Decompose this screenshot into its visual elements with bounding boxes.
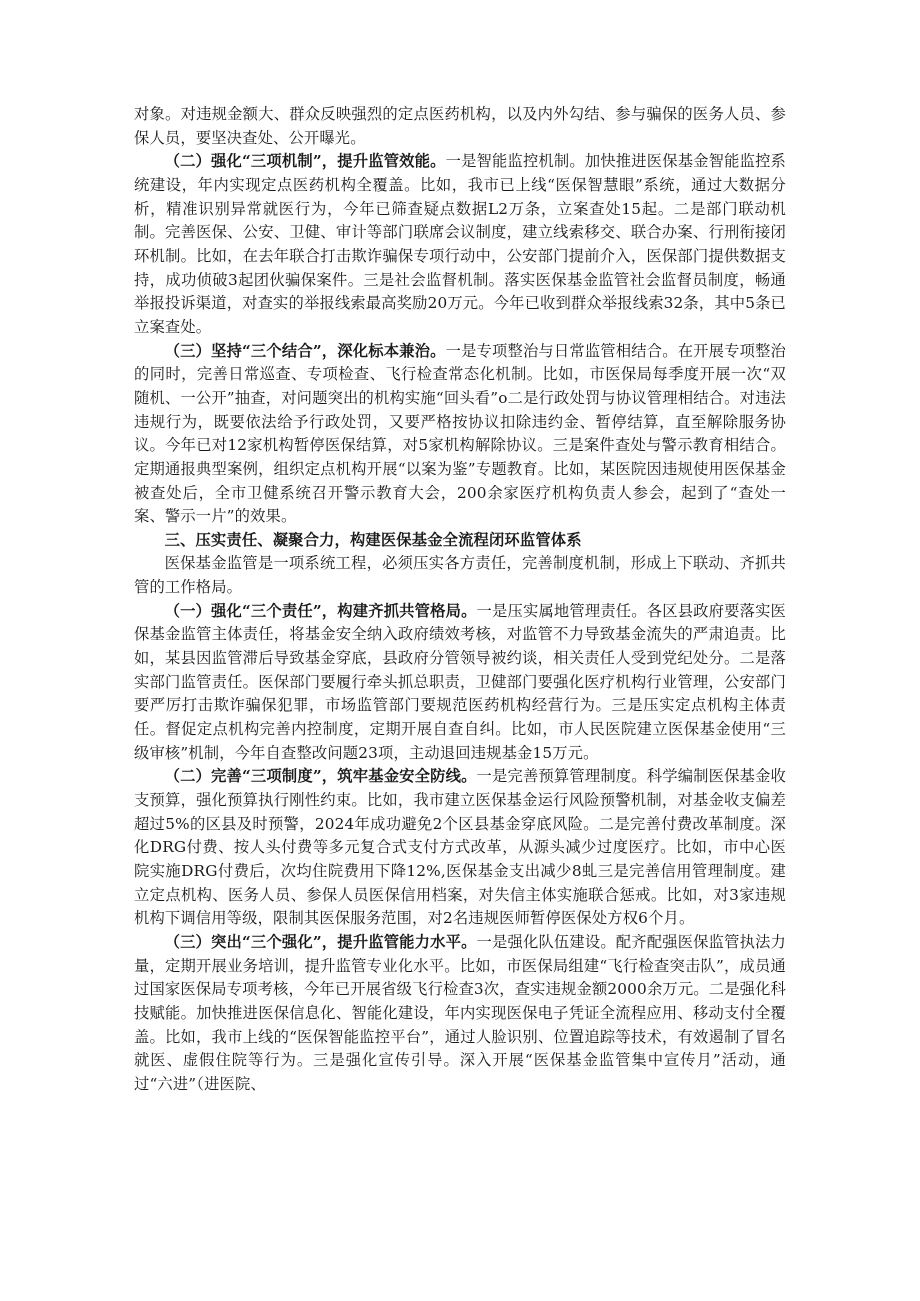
section-heading: 三、压实责任、凝聚合力，构建医保基金全流程闭环监管体系 xyxy=(164,530,582,549)
paragraph-lead: （二）完善“三项制度”，筑牢基金安全防线。 xyxy=(164,767,477,786)
paragraph-continuation xyxy=(134,103,786,150)
paragraph-combinations xyxy=(134,340,786,529)
paragraph-strengthening xyxy=(134,931,786,1097)
paragraph-systems xyxy=(134,765,786,931)
paragraph-mechanisms xyxy=(134,150,786,339)
paragraph-text: 一是智能监控机制。加快推进医保基金智能监控系统建设，年内实现定点医药机构全覆盖。比如，我市已上线“医保智慧眼”系统，通过大数据分析，精准识别异常就医行为，今年已筛查疑点数据L2万条，立案查处15起。二是部门联动机制。完善医保、公安、卫健、审计等部门联席会议制度，建立线索移交、联合办案、行刑衔接闭环机制。比如，在去年联合打击欺诈骗保专项行动中，公安部门提前介入，医保部门提供数据支持，成功侦破3起团伙骗保案件。三是社会监督机制。落实医保基金监管社会监督员制度，畅通举报投诉渠道，对查实的举报线索最高奖励20万元。今年已收到群众举报线索32条，其中5条已立案查处。 xyxy=(134,152,786,336)
document-page xyxy=(134,103,786,1097)
paragraph-text: 一是专项整治与日常监管相结合。在开展专项整治的同时，完善日常巡查、专项检查、飞行检查常态化机制。比如，市医保局每季度开展一次“双随机、一公开”抽查，对问题突出的机构实施“回头看”o二是行政处罚与协议管理相结合。对违法违规行为，既要依法给予行政处罚，又要严格按协议扣除违约金、暂停结算，直至解除服务协议。今年已对12家机构暂停医保结算，对5家机构解除协议。三是案件查处与警示教育相结合。定期通报典型案例，组织定点机构开展“以案为鉴”专题教育。比如，某医院因违规使用医保基金被查处后，全市卫健系统召开警示教育大会，200余家医疗机构负责人参会，起到了“查处一案、警示一片”的效果。 xyxy=(134,341,786,526)
paragraph-text: 一是强化队伍建设。配齐配强医保监管执法力量，定期开展业务培训，提升监管专业化水平。比如，市医保局组建“飞行检查突击队”，成员通过国家医保局专项考核，今年已开展省级飞行检查3次，查实违规金额2000余万元。二是强化科技赋能。加快推进医保信息化、智能化建设，年内实现医保电子凭证全流程应用、移动支付全覆盖。比如，我市上线的“医保智能监控平台”，通过人脸识别、位置追踪等技术，有效遏制了冒名就医、虚假住院等行为。三是强化宣传引导。深入开展“医保基金监管集中宣传月”活动，通过“六进”（进医院、 xyxy=(134,932,786,1093)
paragraph-lead: （三）突出“三个强化”，提升监管能力水平。 xyxy=(164,932,477,951)
paragraph-lead: （三）坚持“三个结合”，深化标本兼治。 xyxy=(164,341,446,360)
paragraph-intro xyxy=(134,552,786,599)
paragraph-responsibilities xyxy=(134,600,786,766)
paragraph-text: 一是完善预算管理制度。科学编制医保基金收支预算，强化预算执行刚性约束。比如，我市建立医保基金运行风险预警机制，对基金收支偏差超过5%的区县及时预警，2024年成功避免2个区县基金穿底风险。二是完善付费改革制度。深化DRG付费、按人头付费等多元复合式支付方式改革，从源头减少过度医疗。比如，市中心医院实施DRG付费后，次均住院费用下降12%,医保基金支出减少8虬三是完善信用管理制度。建立定点机构、医务人员、参保人员医保信用档案，对失信主体实施联合惩戒。比如，对3家违规机构下调信用等级，限制其医保服务范围，对2名违规医师暂停医保处方权6个月。 xyxy=(134,767,786,928)
paragraph-text: 对象。对违规金额大、群众反映强烈的定点医药机构，以及内外勾结、参与骗保的医务人员、参保人员，要坚决查处、公开曝光。 xyxy=(134,105,786,147)
paragraph-lead: （二）强化“三项机制”，提升监管效能。 xyxy=(164,152,446,171)
paragraph-text: 一是压实属地管理责任。各区县政府要落实医保基金监管主体责任，将基金安全纳入政府绩效考核，对监管不力导致基金流失的严肃追责。比如，某县因监管滞后导致基金穿底，县政府分管领导被约谈，相关责任人受到党纪处分。二是落实部门监管责任。医保部门要履行牵头抓总职责，卫健部门要强化医疗机构行业管理，公安部门要严厉打击欺诈骗保犯罪，市场监管部门要规范医药机构经营行为。三是压实定点机构主体责任。督促定点机构完善内控制度，定期开展自查自纠。比如，市人民医院建立医保基金使用“三级审核”机制，今年自查整改问题23项，主动退回违规基金15万元。 xyxy=(134,601,786,762)
paragraph-text: 医保基金监管是一项系统工程，必须压实各方责任，完善制度机制，形成上下联动、齐抓共管的工作格局。 xyxy=(134,554,786,597)
paragraph-lead: （一）强化“三个责任”，构建齐抓共管格局。 xyxy=(164,601,477,620)
